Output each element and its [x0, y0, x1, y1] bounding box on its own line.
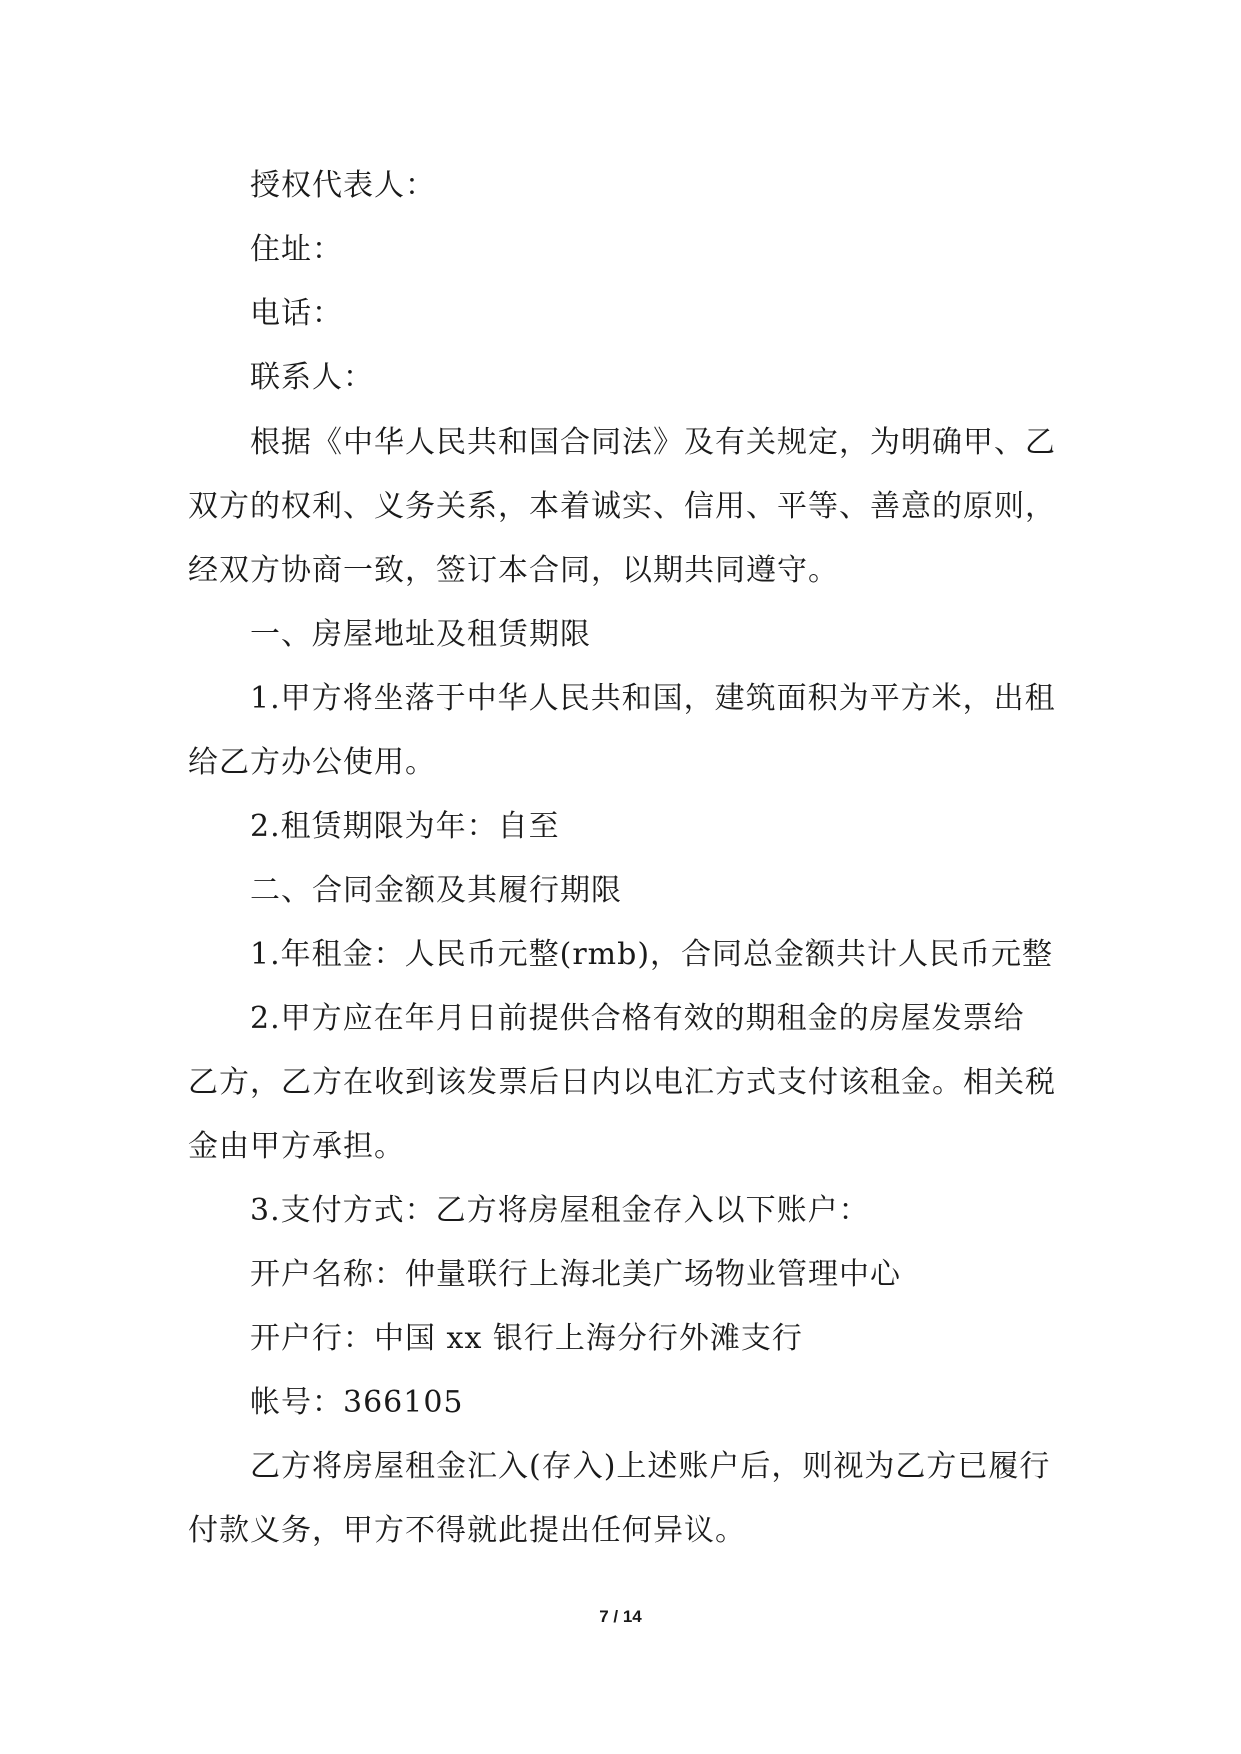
- account-number-line: 帐号：366105: [250, 1385, 464, 1420]
- contact-person-line: 联系人：: [250, 360, 374, 395]
- section-1-heading: 一、房屋地址及租赁期限: [250, 617, 591, 652]
- clause-2-2-line-2: 乙方，乙方在收到该发票后日内以电汇方式支付该租金。相关税: [188, 1065, 1056, 1100]
- clause-2-2-line-1: 2.甲方应在年月日前提供合格有效的期租金的房屋发票给: [250, 1001, 1025, 1036]
- clause-1-1-line-2: 给乙方办公使用。: [188, 745, 436, 780]
- clause-1-1-line-1: 1.甲方将坐落于中华人民共和国，建筑面积为平方米，出租: [250, 681, 1056, 716]
- account-name-line: 开户名称：仲量联行上海北美广场物业管理中心: [250, 1257, 901, 1292]
- page-number: 7 / 14: [599, 1607, 642, 1626]
- authorized-representative-line: 授权代表人：: [250, 168, 436, 203]
- preamble-line-3: 经双方协商一致，签订本合同，以期共同遵守。: [188, 553, 839, 588]
- section-2-heading: 二、合同金额及其履行期限: [250, 873, 622, 908]
- bank-line: 开户行：中国 xx 银行上海分行外滩支行: [250, 1321, 803, 1356]
- phone-line: 电话：: [250, 296, 343, 331]
- clause-2-2-line-3: 金由甲方承担。: [188, 1129, 405, 1164]
- address-line: 住址：: [250, 232, 343, 267]
- clause-1-2: 2.租赁期限为年：自至: [250, 809, 560, 844]
- clause-2-3: 3.支付方式：乙方将房屋租金存入以下账户：: [250, 1193, 870, 1228]
- payment-note-line-1: 乙方将房屋租金汇入(存入)上述账户后，则视为乙方已履行: [250, 1449, 1051, 1484]
- preamble-line-2: 双方的权利、义务关系，本着诚实、信用、平等、善意的原则，: [188, 489, 1056, 524]
- clause-2-1: 1.年租金：人民币元整(rmb)，合同总金额共计人民币元整: [250, 937, 1054, 972]
- preamble-line-1: 根据《中华人民共和国合同法》及有关规定，为明确甲、乙: [250, 425, 1056, 460]
- payment-note-line-2: 付款义务，甲方不得就此提出任何异议。: [188, 1513, 746, 1548]
